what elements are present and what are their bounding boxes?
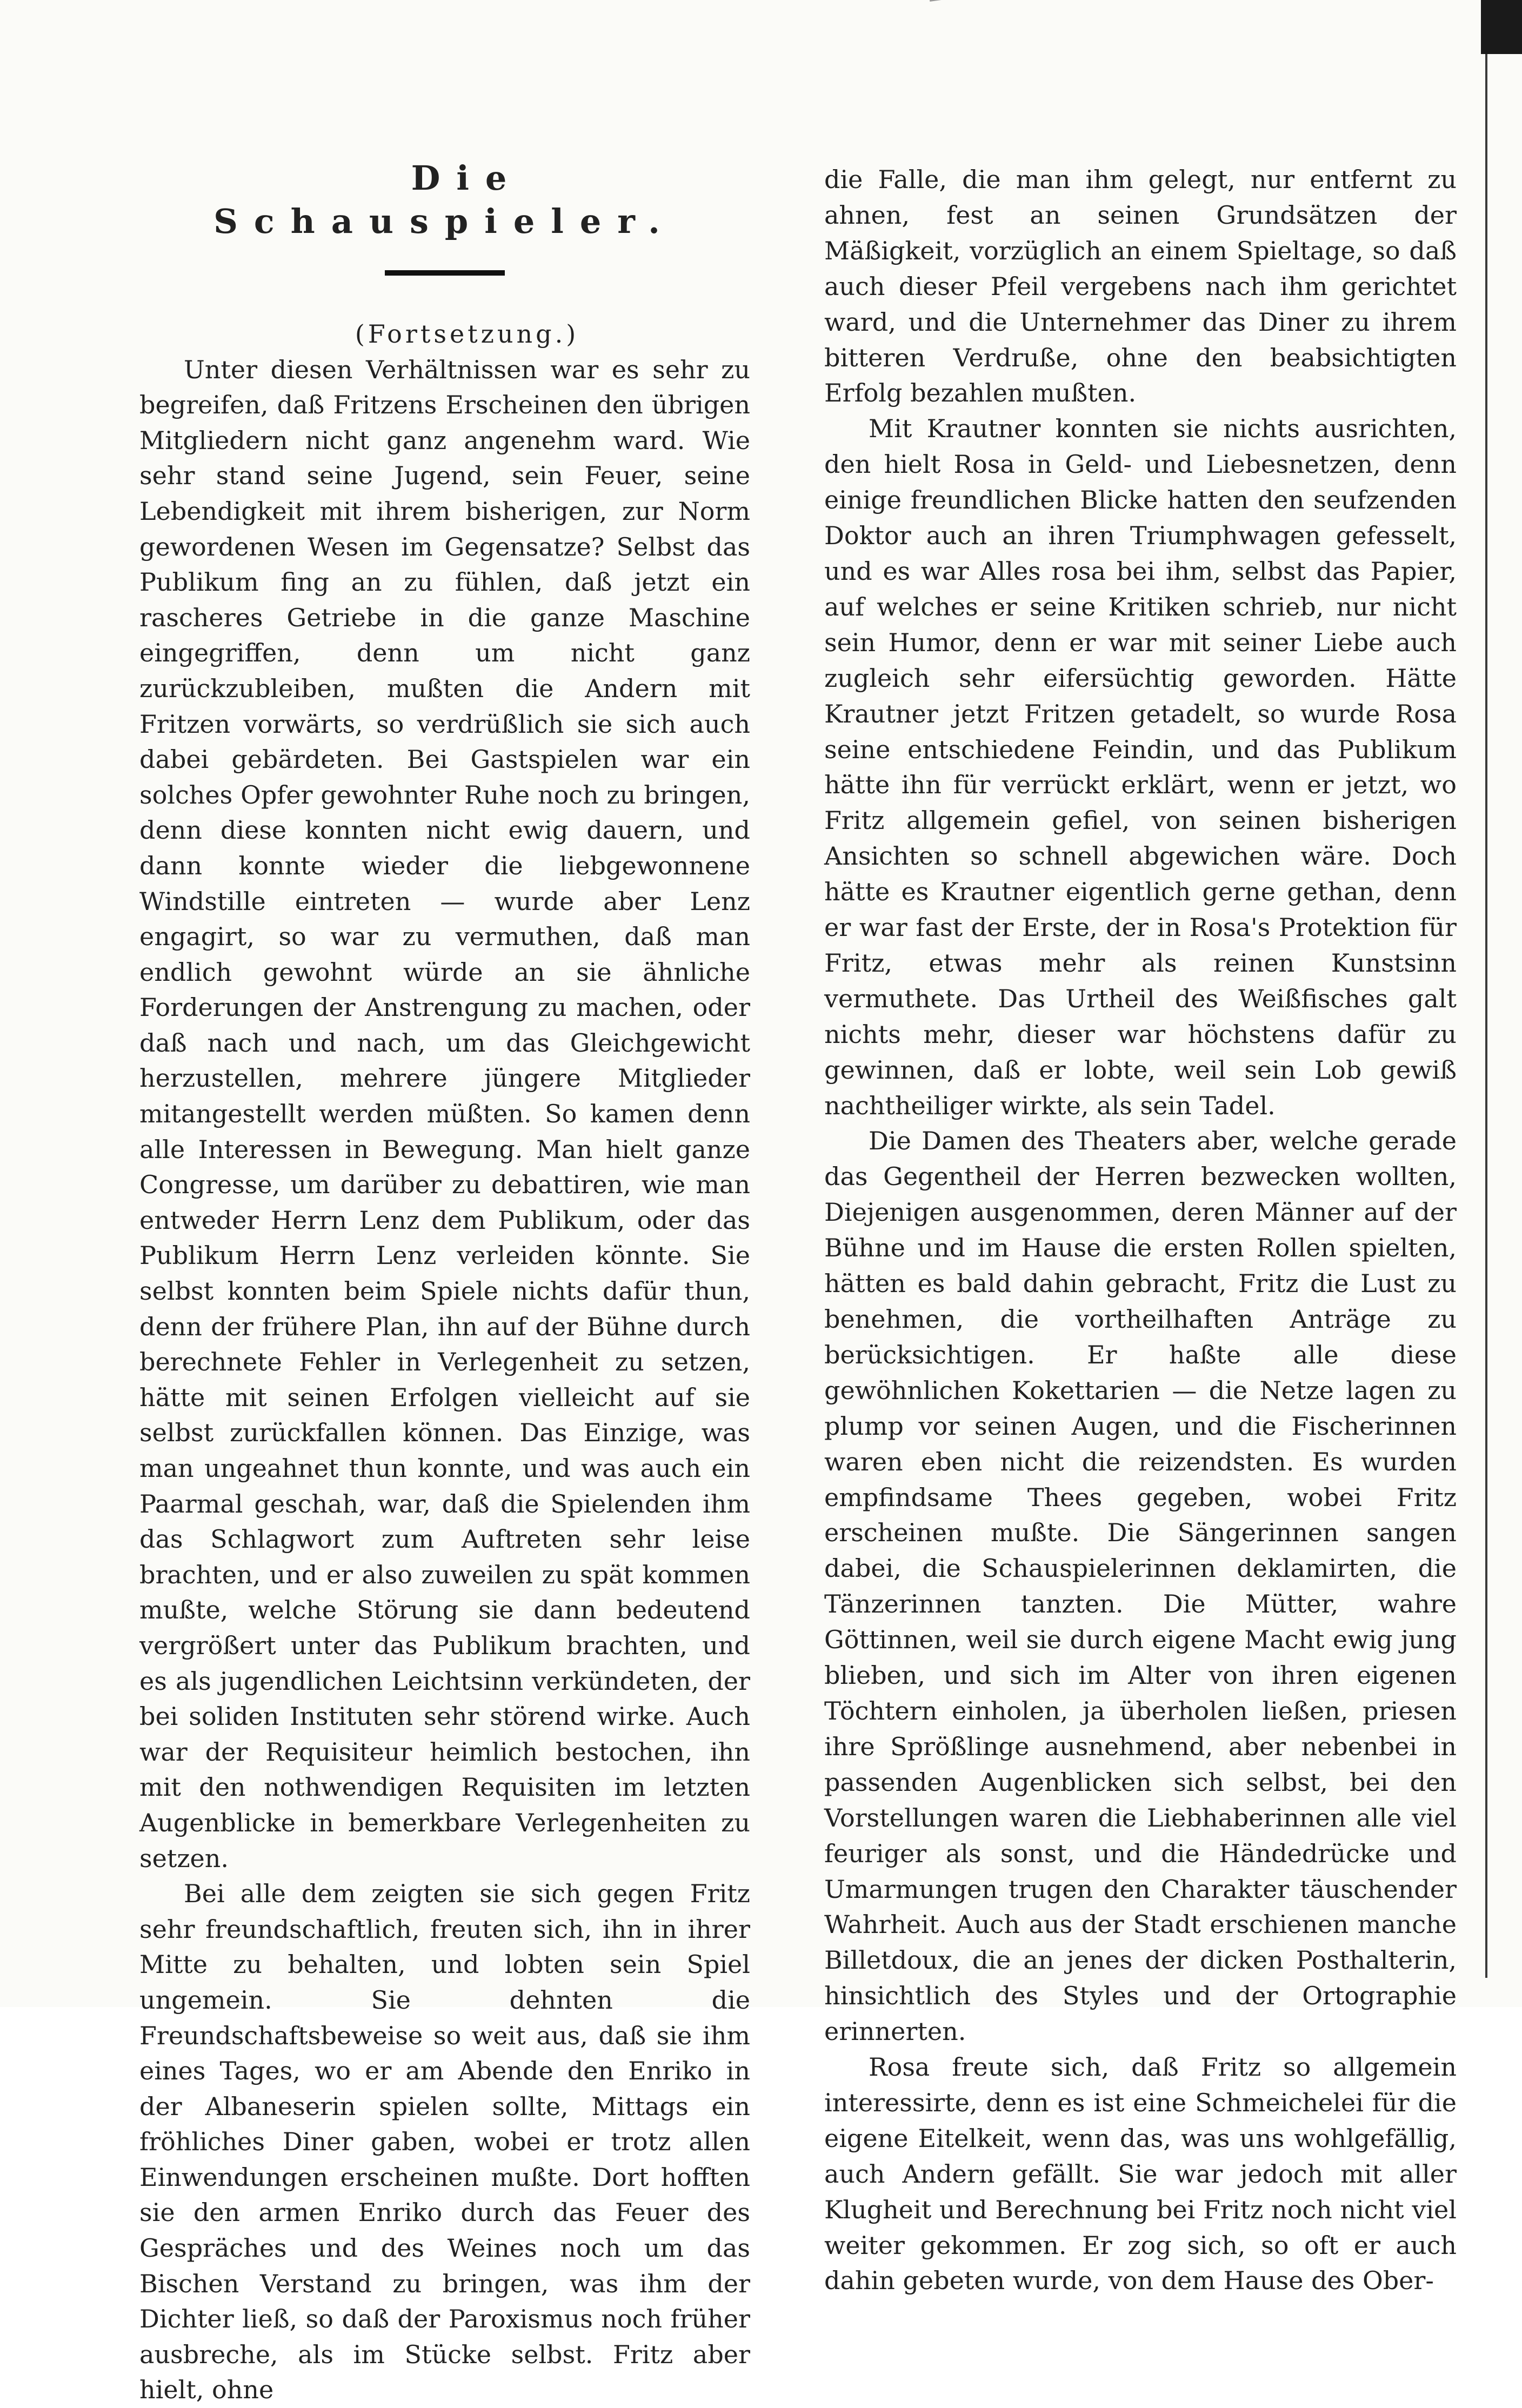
scan-edge-shadow (1481, 0, 1522, 54)
right-column (824, 162, 1457, 2299)
paragraph: Rosa freute sich, daß Fritz so allgemein interessirte, denn es ist eine Schmeichelei für die eigene Eitelkeit, wenn das, was uns wohlgefällig, auch Andern gefällt. Sie war jedoch mit aller Klugheit und Berechnung bei Fritz noch nicht viel weiter gekommen. Er zog sich, so oft er auch dahin gebeten wurde, von dem Hause des Ober- (824, 2052, 1457, 2296)
article-title: Die Schauspieler. (213, 158, 676, 241)
paragraph: Unter diesen Verhältnissen war es sehr zu begreifen, daß Fritzens Erscheinen den übrigen Mitgliedern nicht ganz angenehm ward. Wie sehr stand seine Jugend, sein Feuer, seine Lebendigkeit mit ihrem bisherigen, zur Norm gewordenen Wesen im Gegensatze? Selbst das Publikum fing an zu fühlen, daß jetzt ein rascheres Getriebe in die ganze Maschine eingegriffen, denn um nicht ganz zurückzubleiben, mußten die Andern mit Fritzen vorwärts, so verdrüßlich sie sich auch dabei gebärdeten. Bei Gastspielen war ein solches Opfer gewohnter Ruhe noch zu bringen, denn diese konnten nicht ewig dauern, und dann konnte wieder die liebgewonnene Windstille eintreten — wurde aber Lenz engagirt, so war zu vermuthen, daß man endlich gewohnt würde an sie ähnliche Forderungen der Anstrengung zu machen, oder daß nach und nach, um das Gleichgewicht herzustellen, mehrere jüngere Mitglieder mitangestellt werden müßten. So kamen denn alle Interessen in Bewegung. Man hielt ganze Congresse, um darüber zu debattiren, wie man entweder Herrn Lenz dem Publikum, oder das Publikum Herrn Lenz verleiden könnte. Sie selbst konnten beim Spiele nichts dafür thun, denn der frühere Plan, ihn auf der Bühne durch berechnete Fehler in Verlegenheit zu setzen, hätte mit seinen Erfolgen vielleicht auf sie selbst zurückfallen können. Das Einzige, was man ungeahnet thun konnte, und was auch ein Paarmal geschah, war, daß die Spielenden ihm das Schlagwort zum Auftreten sehr leise brachten, und er also zuweilen zu spät kommen mußte, welche Störung sie dann bedeutend vergrößert unter das Publikum brachten, und es als jugendlichen Leichtsinn verkündeten, der bei soliden Instituten sehr störend wirke. Auch war der Requisiteur heimlich bestochen, ihn mit den nothwendigen Requisiten im letzten Augenblicke in bemerkbare Verlegenheiten zu setzen. (139, 354, 750, 1873)
title-divider (385, 270, 505, 276)
paragraph: Die Damen des Theaters aber, welche gerade das Gegentheil der Herren bezwecken wollten, Diejenigen ausgenommen, deren Männer auf der Bühne und im Hause die ersten Rollen spielten, hätten es bald dahin gebracht, Fritz die Lust zu benehmen, die vortheilhaften Anträge zu berücksichtigen. Er haßte alle diese gewöhnlichen Kokettarien — die Netze lagen zu plump vor seinen Augen, und die Fischerinnen waren eben nicht die reizendsten. Es wurden empfindsame Thees gegeben, wobei Fritz erscheinen mußte. Die Sängerinnen sangen dabei, die Schauspielerinnen deklamirten, die Tänzerinnen tanzten. Die Mütter, wahre Göttinnen, weil sie durch eigene Macht ewig jung blieben, und sich im Alter von ihren eigenen Töchtern einholen, ja überholen ließen, priesen ihre Sprößlinge ausnehmend, aber nebenbei in passenden Augenblicken sich selbst, bei den Vorstellungen waren die Liebhaberinnen alle viel feuriger als sonst, und die Händedrücke und Umarmungen trugen den Charakter täuschender Wahrheit. Auch aus der Stadt erschienen manche Billetdoux, die an jenes der dicken Posthalterin, hinsichtlich des Styles und der Ortographie erinnerten. (824, 1126, 1457, 2046)
paragraph: Mit Krautner konnten sie nichts ausrichten, den hielt Rosa in Geld- und Liebesnetzen, denn einige freundlichen Blicke hatten den seufzenden Doktor auch an ihren Triumphwagen gefesselt, und es war Alles rosa bei ihm, selbst das Papier, auf welches er seine Kritiken schrieb, nur nicht sein Humor, denn er war mit seiner Liebe auch zugleich sehr eifersüchtig geworden. Hätte Krautner jetzt Fritzen getadelt, so wurde Rosa seine entschiedene Feindin, und das Publikum hätte ihn für verrückt erklärt, wenn er jetzt, wo Fritz allgemein gefiel, von seinen bisherigen Ansichten so schnell abgewichen wäre. Doch hätte es Krautner eigentlich gerne gethan, denn er war fast der Erste, der in Rosa's Protektion für Fritz, etwas mehr als reinen Kunstsinn vermuthete. Das Urtheil des Weißfisches galt nichts mehr, dieser war höchstens dafür zu gewinnen, daß er lobte, weil sein Lob gewiß nachtheiliger wirkte, als sein Tadel. (824, 414, 1457, 1120)
page-edge-line (1485, 54, 1487, 1978)
left-column (139, 157, 750, 2408)
paragraph: Bei alle dem zeigten sie sich gegen Fritz sehr freundschaftlich, freuten sich, ihn in ihrer Mitte zu behalten, und lobten sein Spiel ungemein. Sie dehnten die Freundschaftsbeweise so weit aus, daß sie ihm eines Tages, wo er am Abende den Enriko in der Albaneserin spielen sollte, Mittags ein fröhliches Diner gaben, wobei er trotz allen Einwendungen erscheinen mußte. Dort hofften sie den armen Enriko durch das Feuer des Gespräches und des Weines noch um das Bischen Verstand zu bringen, was ihm der Dichter ließ, so daß der Paroxismus noch früher ausbreche, als im Stücke selbst. Fritz aber hielt, ohne (139, 1879, 750, 2405)
paper-fold-mark (930, 0, 994, 2)
paragraph-continued: die Falle, die man ihm gelegt, nur entfernt zu ahnen, fest an seinen Grundsätzen der Mäßigkeit, vorzüglich an einem Spieltage, so daß auch dieser Pfeil vergebens nach ihm gerichtet ward, und die Unternehmer das Diner zu ihrem bitteren Verdruße, ohne den beabsichtigten Erfolg bezahlen mußten. (824, 165, 1457, 408)
article-subtitle: (Fortsetzung.) (355, 319, 579, 349)
